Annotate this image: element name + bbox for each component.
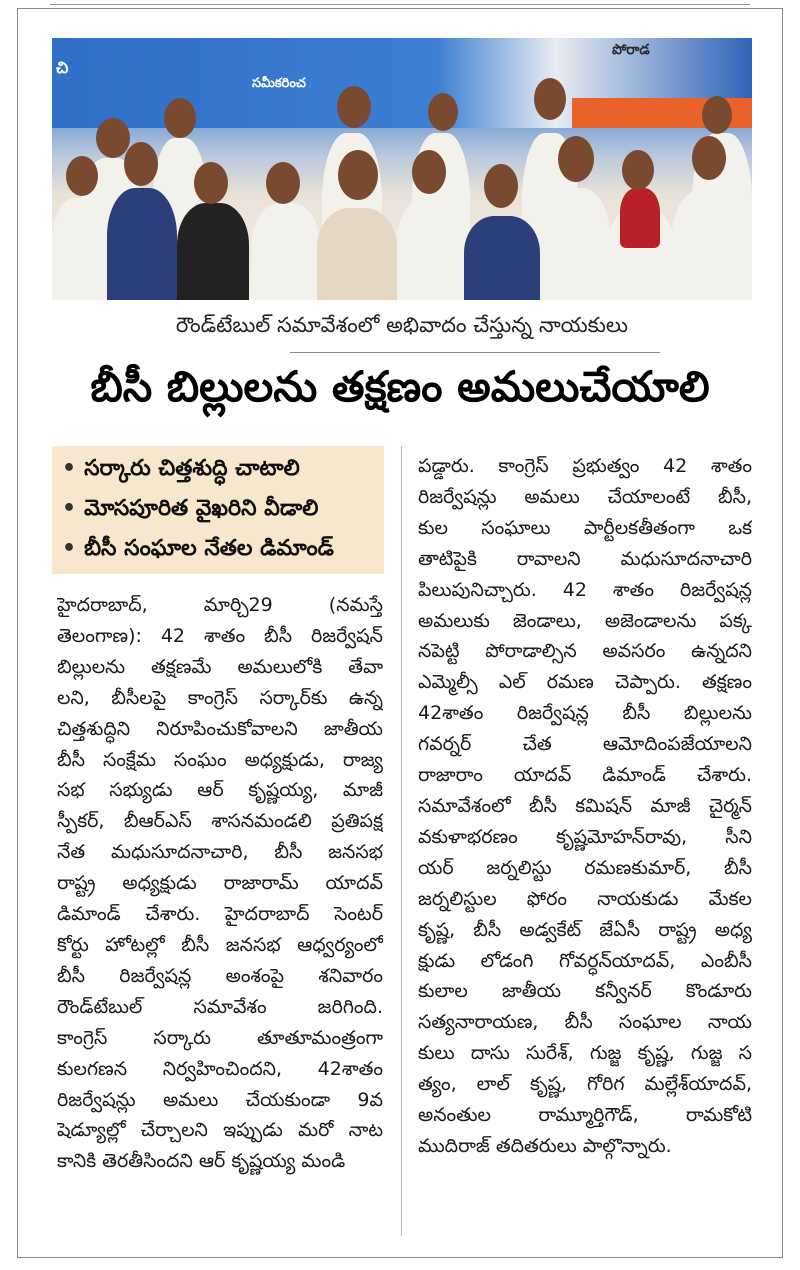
article-line: రాష్ట్ర అధ్యక్షుడు రాజారామ్ యాదవ్ (57, 872, 383, 895)
person-head (194, 162, 228, 204)
headline: బీసీ బిల్లులను తక్షణం అమలుచేయాలి (90, 362, 710, 411)
highlight-text: సర్కారు చిత్తశుద్ధి చాటాలి (84, 456, 300, 481)
article-line: క్షుడు లోడంగి గోవర్ధన్‌యాదవ్, ఎంబీసీ (418, 949, 752, 972)
highlight-text: మోసపూరిత వైఖరిని వీడాలి (84, 496, 319, 521)
top-rule (50, 4, 750, 5)
article-line: లని, బీసీలపై కాంగ్రెస్ సర్కార్‌కు ఉన్న (57, 686, 383, 709)
highlights-box (52, 446, 384, 574)
article-line: బీసీ సంక్షేమ సంఘం అధ్యక్షుడు, రాజ్య (57, 748, 383, 771)
person-body (52, 198, 107, 300)
person-head (96, 118, 130, 158)
article-line: 42శాతం రిజర్వేషన్ల బీసీ బిల్లులను (418, 702, 752, 725)
article-line: పడ్డారు. కాంగ్రెస్ ప్రభుత్వం 42 శాతం (418, 455, 752, 477)
person-body (107, 188, 177, 300)
person-head (164, 98, 196, 138)
person-head (692, 136, 726, 180)
person-head (66, 156, 98, 196)
article-line: వకుళాభరణం కృష్ణమోహన్‌రావు, సీని (418, 825, 752, 848)
article-line: కోర్టు హోటల్లో బీసీ జనసభ ఆధ్వర్యంలో (57, 933, 383, 956)
highlight-item (62, 536, 334, 566)
article-line: ఎమ్మెల్సీ ఎల్ రమణ చెప్పారు. తక్షణం (418, 671, 752, 694)
article-line: రిజర్వేషన్లు అమలు చేయాలంటే బీసీ, (418, 485, 752, 508)
article-line: రిజర్వేషన్లు అమలు చేయకుండా 9వ (57, 1088, 383, 1111)
column-divider (401, 446, 402, 1236)
article-line: హైదరాబాద్, మార్చి29 (నమస్తే (57, 594, 383, 616)
person-head (266, 162, 300, 204)
article-line: బిల్లులను తక్షణమే అమలులోకి తేవా (57, 655, 383, 678)
article-line: గవర్నర్ చేత ఆమోదింపజేయాలని (418, 733, 752, 756)
person-head (428, 93, 458, 131)
article-line: నేత మధుసూదనాచారి, బీసీ జనసభ (57, 841, 383, 864)
article-line: నపెట్టి పోరాడాల్సిన అవసరం ఉన్నదని (418, 640, 752, 663)
article-line: కృష్ణ, బీసీ అడ్వకేట్ జేఏసీ రాష్ట్ర అధ్య (418, 918, 752, 941)
article-line: ముదిరాజ్ తదితరులు పాల్గొన్నారు. (418, 1134, 672, 1157)
article-column-right (418, 451, 752, 1162)
banner-text-left: చి (56, 58, 69, 77)
photo-caption: రౌండ్‌టేబుల్ సమావేశంలో అభివాదం చేస్తున్న నాయకులు (175, 313, 629, 337)
person-body (672, 188, 752, 300)
article-line: కులగణన నిర్వహించిందని, 42శాతం (57, 1057, 383, 1080)
article-line: సభ సభ్యుడు ఆర్ కృష్ణయ్య, మాజీ (57, 779, 383, 802)
person-body (540, 188, 610, 300)
article-line: కాంగ్రెస్ సర్కారు తూతూమంత్రంగా (57, 1026, 383, 1049)
article-line: చిత్తశుద్ధిని నిరూపించుకోవాలని జాతీయ (57, 717, 383, 740)
article-line: అనంతుల రామ్మూర్తిగౌడ్, రామకోటి (418, 1104, 752, 1127)
article-line: బీసీ రిజర్వేషన్ల అంశంపై శనివారం (57, 964, 383, 987)
article-line: సత్యనారాయణ, బీసీ సంఘాల నాయ (418, 1011, 752, 1034)
person-head (622, 150, 654, 190)
bullet-icon: • (62, 496, 77, 521)
person-head (534, 78, 566, 120)
person-head (558, 136, 594, 182)
banner-text-mid: సమీకరించ (252, 76, 306, 91)
person-head (702, 96, 732, 134)
person-body (252, 203, 320, 300)
person-scarf (620, 188, 660, 248)
person-body (397, 198, 465, 300)
highlight-text: బీసీ సంఘాల నేతల డిమాండ్ (84, 536, 334, 561)
bullet-icon: • (62, 536, 77, 561)
article-line: పిలుపునిచ్చారు. 42 శాతం రిజర్వేషన్ల (418, 578, 752, 601)
article-line: రౌండ్‌టేబుల్ సమావేశం జరిగింది. (57, 995, 383, 1018)
person-body (177, 203, 249, 300)
article-line: షెడ్యూల్లో చేర్చాలని ఇప్పుడు మరో నాట (57, 1119, 383, 1142)
article-line: డిమాండ్ చేశారు. హైదరాబాద్ సెంటర్ (57, 903, 383, 926)
article-line: కులు దాసు సురేశ్, గుజ్జ కృష్ణ, గుజ్జ స (418, 1042, 752, 1065)
person-head (337, 86, 371, 128)
person-body (317, 208, 397, 300)
article-line: యర్ జర్నలిస్టు రమణకుమార్, బీసీ (418, 856, 752, 879)
article-line: కులాల జాతీయ కన్వీనర్ కొండూరు (418, 980, 752, 1003)
article-line: జర్నలిస్టుల ఫోరం నాయకుడు మేకల (418, 887, 752, 910)
person-head (484, 164, 518, 208)
caption-rule (290, 352, 660, 353)
article-line: కుల సంఘాలు పార్టీలకతీతంగా ఒక (418, 516, 752, 539)
article-line: తాటిపైకి రావాలని మధుసూదనాచారి (418, 547, 752, 570)
person-head (412, 150, 446, 194)
person-head (124, 142, 158, 186)
article-column-left (57, 590, 383, 1177)
highlight-item (62, 496, 318, 526)
article-line: కానికి తెరతీసిందని ఆర్ కృష్ణయ్య మండి (57, 1150, 346, 1173)
banner-text-right: పోరాడ (612, 42, 650, 58)
article-line: రాజారాం యాదవ్ డిమాండ్ చేశారు. (418, 764, 752, 787)
article-line: త్యం, లాల్ కృష్ణ, గోరిగ మల్లేశ్‌యాదవ్, (418, 1073, 752, 1096)
article-line: సమావేశంలో బీసీ కమిషన్ మాజీ చైర్మన్ (418, 794, 752, 817)
article-line: స్పీకర్, బీఆర్‌ఎస్ శాసనమండలి ప్రతిపక్ష (57, 810, 383, 833)
highlight-item (62, 456, 300, 486)
bullet-icon: • (62, 456, 77, 481)
person-body (464, 216, 540, 300)
news-photo (52, 38, 752, 300)
article-line: అమలుకు జెండాలు, అజెండాలను పక్క (418, 609, 752, 632)
person-head (338, 150, 378, 200)
article-line: తెలంగాణ): 42 శాతం బీసీ రిజర్వేషన్ (57, 624, 383, 647)
